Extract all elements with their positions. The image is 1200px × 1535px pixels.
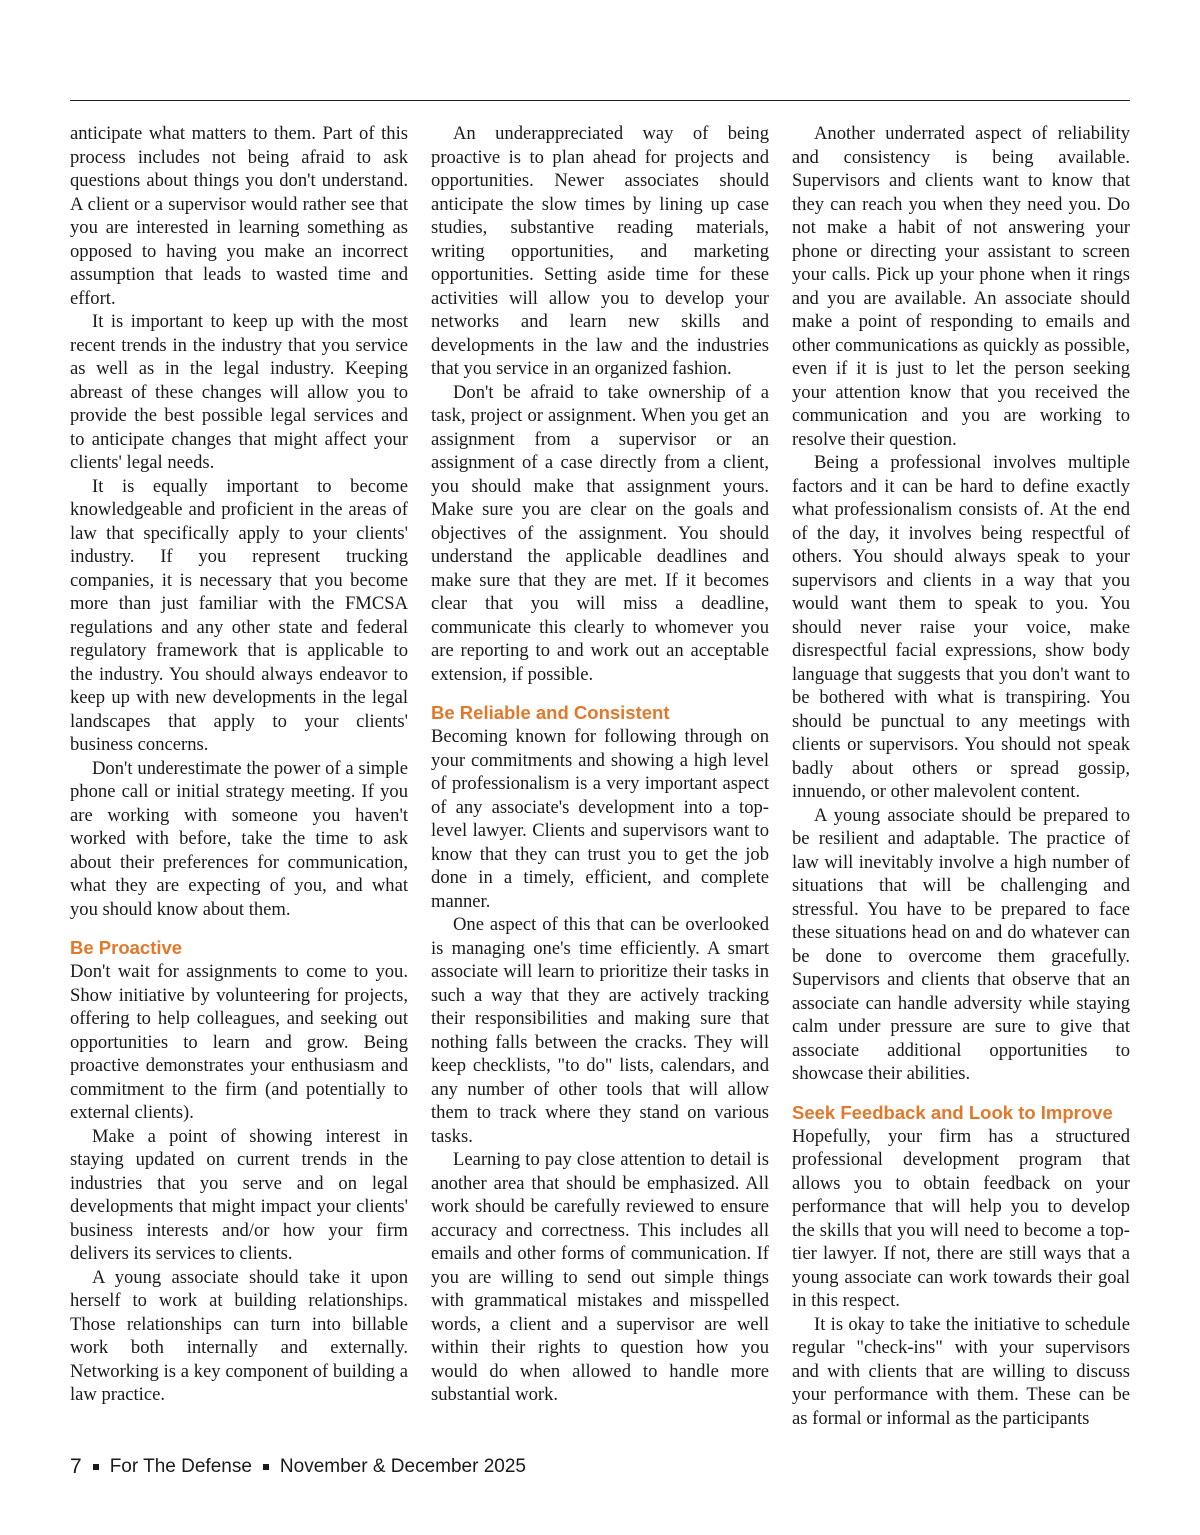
paragraph: A young associate should be prepared to be resilient and adaptable. The practice of law will inevitably involve a high number of situations that will be challenging and stressful. You have to be prepared to face these situations head on and do whatever can be done to overcome them gracefully. Supervisors and clients that observe that an associate can handle adversity while staying calm under pressure are sure to give that associate additional opportunities to showcase their abilities.	[792, 804, 1130, 1084]
paragraph: One aspect of this that can be overlooked is managing one's time efficiently. A smart associate will learn to prioritize their tasks in such a way that they are actively tracking their responsibilities and making sure that nothing falls between the cracks. They will keep checklists, "to do" lists, calendars, and any number of other tools that will allow them to track where they stand on various tasks.	[431, 914, 769, 1147]
paragraph: Becoming known for following through on your commitments and showing a high level of professionalism is a very important aspect of any associate's development into a top-level lawyer. Clients and supervisors want to know that they can trust you to get the job done in a timely, efficient, and complete manner.	[431, 726, 769, 912]
bullet-separator-icon	[93, 1464, 99, 1470]
issue-date: November & December 2025	[279, 1456, 526, 1477]
paragraph: Don't underestimate the power of a simple phone call or initial strategy meeting. If you are working with someone you haven't worked with before, take the time to ask about their preferences for communication, what they are expecting of you, and what you should know about them.	[70, 757, 408, 920]
header-rule	[70, 100, 1130, 101]
article-column-2	[431, 122, 769, 1407]
paragraph: anticipate what matters to them. Part of this process includes not being afraid to ask questions about things you don't understand. A client or a supervisor would rather see that you are interested in learning something as opposed to having you make an incorrect assumption that leads to wasted time and effort.	[70, 123, 408, 309]
paragraph: Make a point of showing interest in staying updated on current trends in the industries that you serve and on legal developments that might impact your clients' business interests and/or how your firm delivers its services to clients.	[70, 1125, 408, 1264]
paragraph: An underappreciated way of being proactive is to plan ahead for projects and opportunities. Newer associates should anticipate the slow times by lining up case studies, substantive reading materials, writing opportunities, and marketing opportunities. Setting aside time for these activities will allow you to develop your networks and learn new skills and developments in the law and the industries that you service in an organized fashion.	[431, 123, 769, 379]
bullet-separator-icon	[263, 1464, 269, 1470]
paragraph: Being a professional involves multiple factors and it can be hard to define exactly what professionalism consists of. At the end of the day, it involves being respectful of others. You should always speak to your supervisors and clients in a way that you would want them to speak to you. You should never raise your voice, make disrespectful facial expressions, show body language that suggests that you don't want to be bothered with what is transpiring. You should be punctual to any meetings with clients or supervisors. You should not speak badly about others or spread gossip, innuendo, or other malevolent content.	[792, 452, 1130, 802]
section-heading-be-proactive: Be Proactive	[70, 937, 183, 958]
article-column-3	[792, 122, 1130, 1430]
paragraph: Learning to pay close attention to detail is another area that should be emphasized. All work should be carefully reviewed to ensure accuracy and correctness. This includes all emails and other forms of communication. If you are willing to send out simple things with grammatical mistakes and misspelled words, a client and a supervisor are well within their rights to question how you would do when allowed to handle more substantial work.	[431, 1149, 769, 1405]
section-heading-be-reliable: Be Reliable and Consistent	[431, 702, 670, 723]
paragraph: Another underrated aspect of reliability and consistency is being available. Supervisors and clients want to know that they can reach you when they need you. Do not make a habit of not answering your phone or directing your assistant to screen your calls. Pick up your phone when it rings and you are available. An associate should make a point of responding to emails and other communications as quickly as possible, even if it is just to let the person seeking your attention know that you received the communication and you are working to resolve their question.	[792, 123, 1130, 450]
paragraph: It is important to keep up with the most recent trends in the industry that you service as well as in the legal industry. Keeping abreast of these changes will allow you to provide the best possible legal services and to anticipate changes that might affect your clients' legal needs.	[70, 311, 408, 473]
paragraph: Don't be afraid to take ownership of a task, project or assignment. When you get an assignment from a supervisor or an assignment of a case directly from a client, you should make that assignment yours. Make sure you are clear on the goals and objectives of the assignment. You should understand the applicable deadlines and make sure that they are met. If it becomes clear that you will miss a deadline, communicate this clearly to whomever you are reporting to and work out an acceptable extension, if possible.	[431, 381, 769, 685]
paragraph: A young associate should take it upon herself to work at building relationships. Those relationships can turn into billable work both internally and externally. Networking is a key component of building a law practice.	[70, 1266, 408, 1405]
paragraph: Don't wait for assignments to come to you. Show initiative by volunteering for projects, offering to help colleagues, and seeking out opportunities to learn and grow. Being proactive demonstrates your enthusiasm and commitment to the firm (and potentially to external clients).	[70, 961, 408, 1123]
page-number: 7	[70, 1455, 82, 1478]
paragraph: Hopefully, your firm has a structured professional development program that allows you to obtain feedback on your performance that will help you to develop the skills that you will need to become a top-tier lawyer. If not, there are still ways that a young associate can work towards their goal in this respect.	[792, 1125, 1130, 1311]
section-heading-seek-feedback: Seek Feedback and Look to Improve	[792, 1101, 1113, 1123]
paragraph: It is equally important to become knowledgeable and proficient in the areas of law that specifically apply to your clients' industry. If you represent trucking companies, it is necessary that you become more than just familiar with the FMCSA regulations and any other state and federal regulatory framework that is applicable to the industry. You should always endeavor to keep up with new developments in the legal landscapes that apply to your clients' business concerns.	[70, 475, 408, 755]
paragraph: It is okay to take the initiative to schedule regular "check-ins" with your supervisors and with clients that are willing to discuss your performance with them. These can be as formal or informal as the participants	[792, 1313, 1130, 1429]
article-column-1	[70, 122, 408, 1407]
publication-name: For The Defense	[109, 1456, 252, 1477]
page-footer	[70, 1455, 526, 1479]
